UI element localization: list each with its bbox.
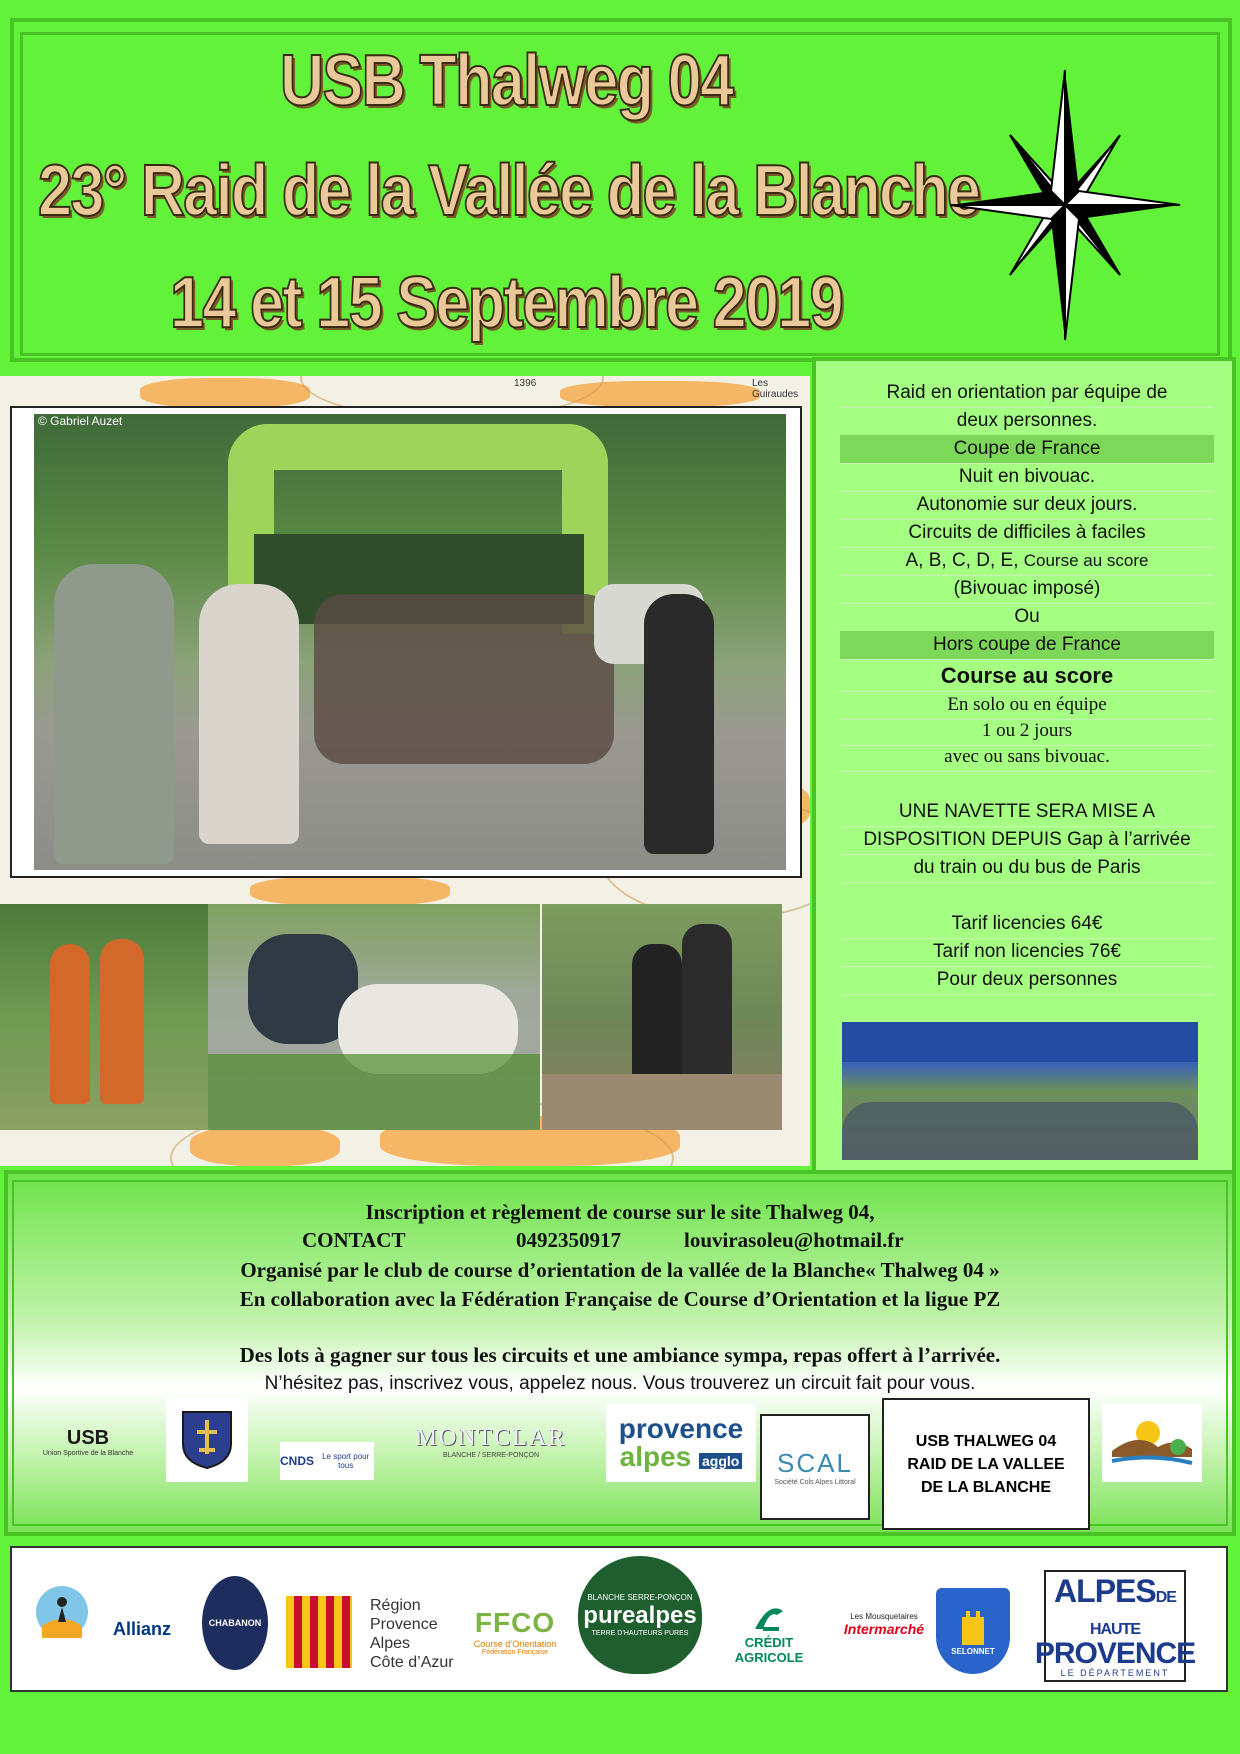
montclar-logo: MONTCLAR BLANCHE / SERRE-PONÇON <box>415 1425 567 1459</box>
info-line: avec ou sans bivouac. <box>840 743 1214 772</box>
info-line: En solo ou en équipe <box>840 691 1214 720</box>
title-line-1: USB Thalweg 04 <box>280 41 733 121</box>
ligue-logo <box>30 1580 94 1664</box>
valley-landscape-logo <box>1102 1404 1202 1482</box>
race-start-photo <box>34 414 786 870</box>
info-line: du train ou du bus de Paris <box>840 854 1214 883</box>
invite-line: N’hésitez pas, inscrivez vous, appelez nous. Vous trouverez un circuit fait pour vous. <box>264 1373 976 1394</box>
info-line: (Bivouac imposé) <box>840 575 1214 604</box>
contact-label: CONTACT <box>302 1228 406 1252</box>
info-line-circuits <box>840 547 1214 576</box>
photo-credit: © Gabriel Auzet <box>38 414 123 428</box>
info-line: Circuits de difficiles à faciles <box>840 519 1214 548</box>
compass-rose-icon <box>945 65 1185 345</box>
info-course-score-inline: Course au score <box>1023 551 1149 570</box>
info-band-hors-coupe: Hors coupe de France <box>840 631 1214 660</box>
region-flag-icon <box>286 1596 352 1668</box>
info-circuits: A, B, C, D, E, <box>905 550 1024 571</box>
ffco-logo: FFCO Course d’Orientation Fédération Française <box>473 1606 557 1656</box>
info-line: Raid en orientation par équipe de <box>840 379 1214 408</box>
castle-tower-icon <box>956 1607 990 1647</box>
registration-line: Inscription et règlement de course sur le site Thalweg 04, <box>365 1200 875 1224</box>
info-line: Pour deux personnes <box>840 966 1214 995</box>
crest-logo <box>166 1398 248 1482</box>
runner <box>54 564 174 864</box>
info-course-score-title: Course au score <box>840 661 1214 692</box>
alpes-haute-provence-logo: ALPESDE HAUTE PROVENCE LE DÉPARTEMENT <box>1044 1570 1186 1682</box>
bivouac-photo <box>842 1022 1198 1160</box>
credit-agricole-icon <box>749 1599 789 1635</box>
info-line: UNE NAVETTE SERA MISE A <box>840 798 1214 827</box>
orienteering-runner-icon <box>32 1582 92 1662</box>
selonnet-crest-logo: SELONNET <box>936 1588 1010 1674</box>
scal-logo: SCAL Société Cols Alpes Littoral <box>760 1414 870 1520</box>
credit-agricole-logo: CRÉDIT AGRICOLE <box>712 1594 826 1670</box>
event-title-box: USB THALWEG 04 RAID DE LA VALLEE DE LA BLANCHE <box>882 1398 1090 1530</box>
podium-photo <box>0 904 208 1130</box>
info-price: Tarif licencies 64€ <box>840 910 1214 939</box>
info-line: DISPOSITION DEPUIS Gap à l’arrivée <box>840 826 1214 855</box>
info-line: 1 ou 2 jours <box>840 717 1214 746</box>
sun-landscape-icon <box>1108 1411 1196 1475</box>
usb-logo: USB Union Sportive de la Blanche <box>42 1427 134 1457</box>
info-line: Ou <box>840 603 1214 632</box>
purealpes-logo: BLANCHE SERRE-PONÇON purealpes TERRE D’HAUTEURS PURES <box>578 1556 702 1674</box>
organizer-line: Organisé par le club de course d’orientation de la vallée de la Blanche« Thalweg 04 » <box>240 1258 1000 1282</box>
cnds-logo: CNDS Le sport pour tous <box>280 1442 374 1480</box>
chabanon-logo: CHABANON <box>202 1576 268 1670</box>
prizes-line: Des lots à gagner sur tous les circuits et une ambiance sympa, repas offert à l’arrivée. <box>239 1343 1001 1367</box>
info-list <box>840 376 1214 1024</box>
contact-email[interactable]: louvirasoleu@hotmail.fr <box>684 1228 904 1252</box>
intermarche-logo: Les Mousquetaires Intermarché <box>843 1611 925 1637</box>
info-price: Tarif non licencies 76€ <box>840 938 1214 967</box>
info-band-coupe: Coupe de France <box>840 435 1214 464</box>
runner <box>199 584 299 844</box>
info-line: deux personnes. <box>840 407 1214 436</box>
map-label: 1396 <box>514 378 537 389</box>
crowd <box>314 594 614 764</box>
map-reading-photo <box>208 904 540 1130</box>
celebration-photo <box>542 904 782 1130</box>
contact-line <box>0 1228 1240 1258</box>
info-line: Nuit en bivouac. <box>840 463 1214 492</box>
region-paca-logo: Région Provence Alpes Côte d’Azur <box>370 1597 454 1671</box>
map-label: Les Guiraudes <box>752 378 799 400</box>
title-line-3: 14 et 15 Septembre 2019 <box>170 263 842 343</box>
info-line: Autonomie sur deux jours. <box>840 491 1214 520</box>
runner <box>644 594 714 854</box>
provence-alpes-agglo-logo: provence alpes agglo <box>606 1404 756 1482</box>
collaboration-line: En collaboration avec la Fédération Française de Course d’Orientation et la ligue PZ <box>239 1287 1001 1311</box>
allianz-logo: Allianz <box>112 1618 171 1639</box>
title-line-2: 23° Raid de la Vallée de la Blanche <box>38 151 980 231</box>
contact-phone[interactable]: 0492350917 <box>516 1228 621 1252</box>
shield-icon <box>181 1410 233 1470</box>
